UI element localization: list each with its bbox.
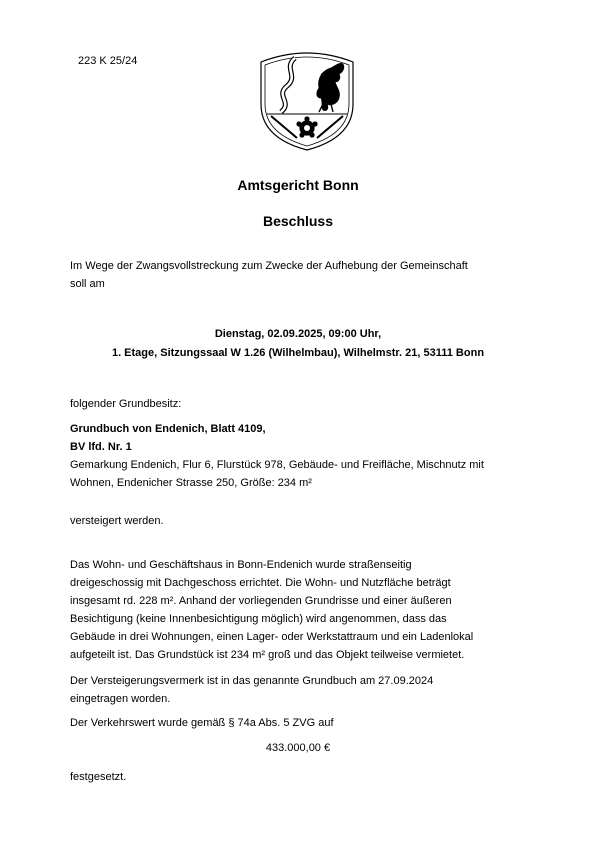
- case-number: 223 K 25/24: [78, 55, 138, 67]
- land-register-entry: BV lfd. Nr. 1: [70, 441, 132, 453]
- description-line: Gebäude in drei Wohnungen, einen Lager- oder Werkstattraum und ein Ladenlokal: [70, 631, 474, 643]
- registration-paragraph: [70, 672, 540, 708]
- intro-line: soll am: [70, 278, 105, 290]
- description-line: aufgeteilt ist. Das Grundstück ist 234 m² groß und das Objekt teilweise vermietet.: [70, 649, 465, 661]
- nrw-coat-of-arms-icon: [257, 48, 357, 152]
- court-name: Amtsgericht Bonn: [237, 177, 359, 193]
- registration-line: Der Versteigerungsvermerk ist in das genannte Grundbuch am 27.09.2024: [70, 675, 434, 687]
- property-intro: folgender Grundbesitz:: [70, 398, 182, 410]
- valuation-amount: 433.000,00 €: [265, 742, 331, 754]
- intro-line: Im Wege der Zwangsvollstreckung zum Zwecke der Aufhebung der Gemeinschaft: [70, 260, 468, 272]
- appointment-block: [0, 325, 596, 363]
- description-line: dreigeschossig mit Dachgeschoss errichtet. Die Wohn- und Nutzfläche beträgt: [70, 577, 451, 589]
- land-register-desc: Wohnen, Endenicher Strasse 250, Größe: 234 m²: [70, 477, 312, 489]
- description-line: insgesamt rd. 228 m². Anhand der vorliegenden Grundrisse und einer äußeren: [70, 595, 452, 607]
- description-line: Das Wohn- und Geschäftshaus in Bonn-Endenich wurde straßenseitig: [70, 559, 412, 571]
- intro-paragraph: [70, 257, 540, 293]
- valuation-text: Der Verkehrswert wurde gemäß § 74a Abs. 5 ZVG auf: [70, 717, 334, 729]
- valuation-closing: festgesetzt.: [70, 771, 127, 783]
- description-line: Besichtigung (keine Innenbesichtigung möglich) wird angenommen, dass das: [70, 613, 447, 625]
- appointment-datetime: Dienstag, 02.09.2025, 09:00 Uhr,: [214, 328, 382, 340]
- registration-line: eingetragen worden.: [70, 693, 171, 705]
- land-register-title: Grundbuch von Endenich, Blatt 4109,: [70, 423, 266, 435]
- document-type: Beschluss: [262, 213, 334, 229]
- auctioned-text: versteigert werden.: [70, 515, 164, 527]
- land-register-block: [70, 420, 540, 492]
- land-register-desc: Gemarkung Endenich, Flur 6, Flurstück 978, Gebäude- und Freifläche, Mischnutz mit: [70, 459, 484, 471]
- description-paragraph: [70, 556, 540, 664]
- appointment-location: 1. Etage, Sitzungssaal W 1.26 (Wilhelmbau), Wilhelmstr. 21, 53111 Bonn: [111, 347, 485, 359]
